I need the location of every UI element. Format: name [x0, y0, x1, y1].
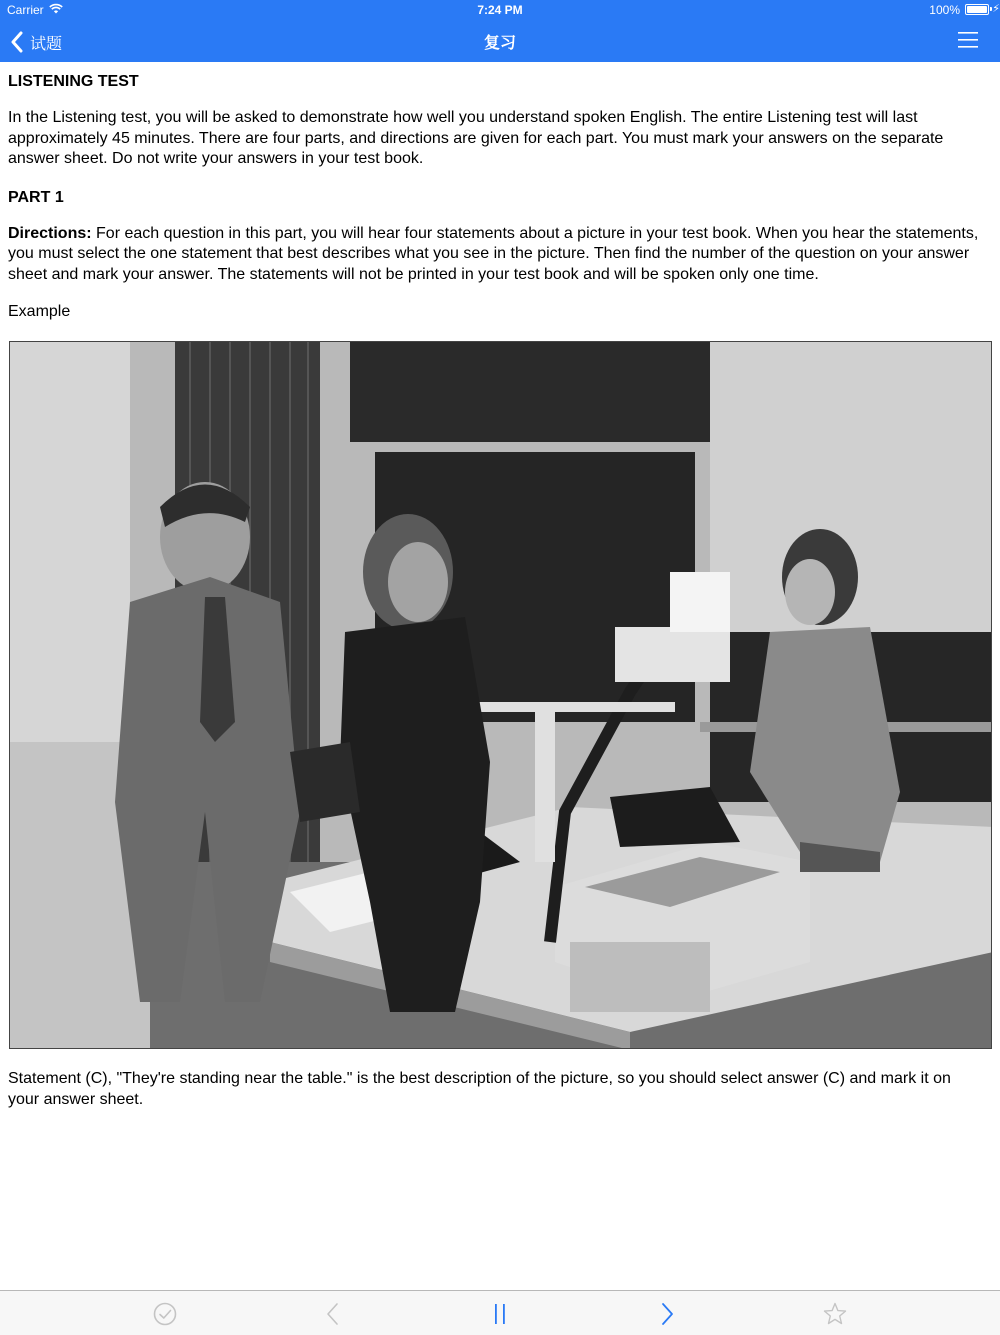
battery-icon: [965, 4, 989, 15]
example-photo-illustration: [10, 342, 992, 1049]
battery-percent: 100%: [929, 3, 960, 17]
menu-icon[interactable]: [958, 31, 978, 49]
directions-text: For each question in this part, you will hear four statements about a picture in your test book. When you hear the statements, you must select the one statement that best describes what you see in the picture. Then find the number of the question on your answer sheet and mark your answer. The statements will not be printed in your test book and will be spoken only one time.: [8, 224, 979, 283]
example-label: Example: [8, 303, 71, 320]
previous-icon[interactable]: [320, 1301, 346, 1327]
example-photo: [9, 341, 992, 1049]
section-heading: LISTENING TEST: [8, 73, 139, 90]
top-bar: [0, 0, 1000, 62]
next-icon[interactable]: [654, 1301, 680, 1327]
part-heading: PART 1: [8, 188, 64, 206]
charging-icon: ⚡: [992, 3, 1000, 15]
pause-icon[interactable]: [487, 1301, 513, 1327]
carrier-label: Carrier: [7, 3, 44, 17]
intro-paragraph: In the Listening test, you will be asked to demonstrate how well you understand spoken English. The entire Listening test will last approximately 45 minutes. There are four parts, and directions are given for each part. You must mark your answers on the separate answer sheet. Do not write your answers in your test book.: [8, 109, 944, 167]
status-bar: [0, 0, 1000, 20]
status-time: 7:24 PM: [477, 3, 523, 17]
statement-paragraph: Statement (C), "They're standing near the table." is the best description of the picture, so you should select answer (C) and mark it on your answer sheet.: [8, 1070, 951, 1108]
directions-paragraph: [8, 224, 992, 286]
directions-label: Directions:: [8, 224, 92, 242]
bottom-toolbar: [0, 1290, 1000, 1335]
star-icon[interactable]: [822, 1301, 848, 1327]
page-title: 复习: [483, 35, 516, 52]
check-circle-icon[interactable]: [152, 1301, 178, 1327]
content-area: [8, 62, 992, 323]
back-label: 试题: [30, 35, 63, 53]
navigation-bar: [0, 20, 1000, 62]
